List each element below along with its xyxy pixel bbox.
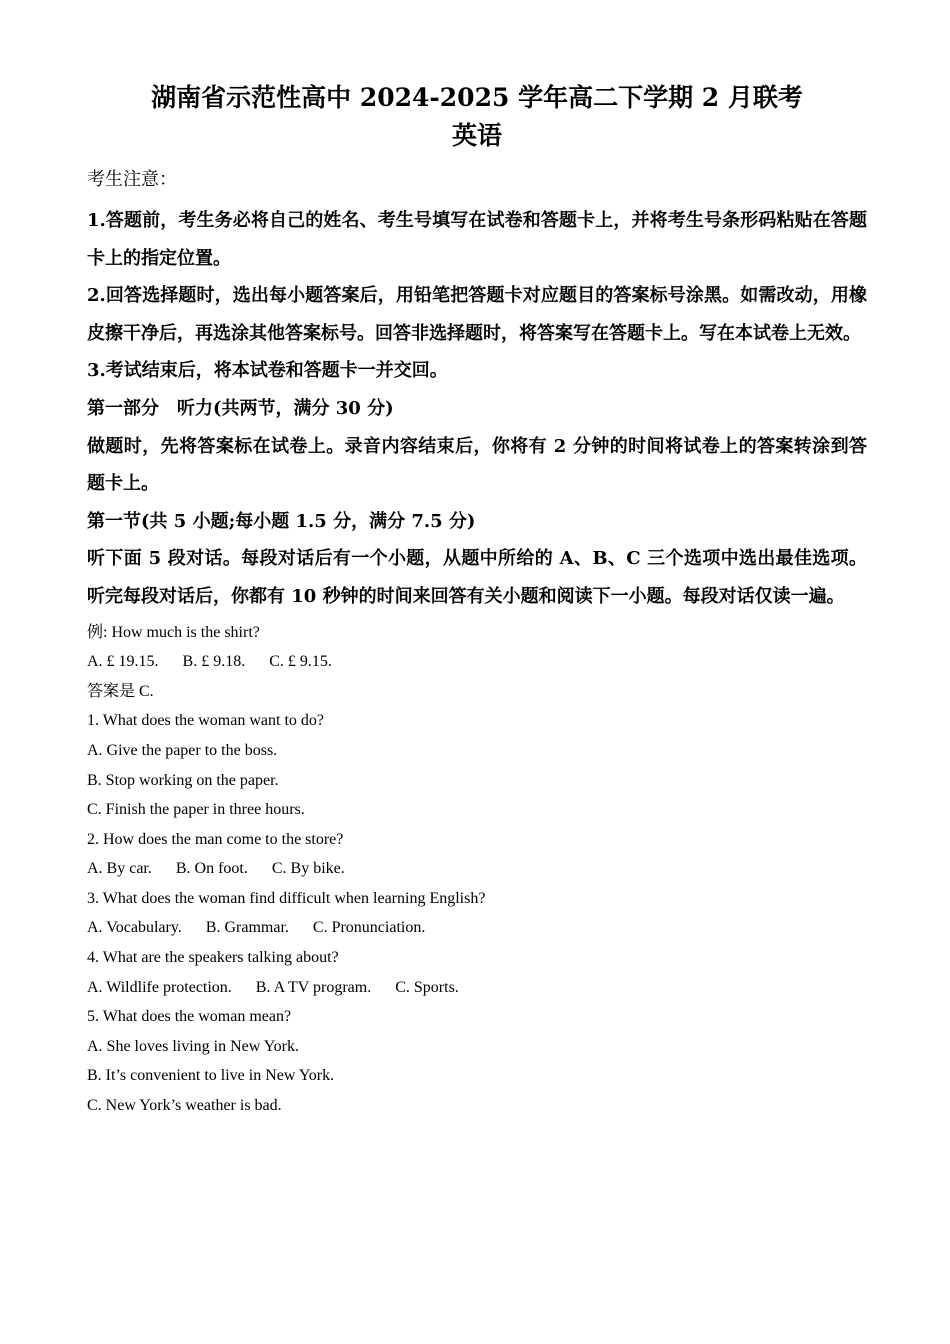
example-question: 例: How much is the shirt?: [87, 623, 260, 641]
part1-heading: 第一部分 听力(共两节，满分 30 分): [87, 397, 394, 419]
question-3-stem: 3. What does the woman find difficult when learning English?: [87, 889, 486, 907]
question-5-stem: 5. What does the woman mean?: [87, 1008, 292, 1026]
part1-instruction: 做题时，先将答案标在试卷上。录音内容结束后，你将有 2 分钟的时间将试卷上的答案转涂到答题卡上。: [87, 435, 867, 495]
question-1-option-c: C. Finish the paper in three hours.: [87, 801, 305, 819]
part1-section: [87, 390, 867, 616]
listening-questions: [87, 618, 867, 1121]
question-1-stem: 1. What does the woman want to do?: [87, 712, 324, 730]
question-4-options: A. Wildlife protection. B. A TV program. C. Sports.: [87, 978, 459, 996]
exam-title: 湖南省示范性高中 2024-2025 学年高二下学期 2 月联考: [151, 83, 803, 112]
example-options: A. £ 19.15. B. £ 9.18. C. £ 9.15.: [87, 653, 332, 671]
example-answer: 答案是 C.: [87, 682, 154, 700]
question-2-options: A. By car. B. On foot. C. By bike.: [87, 860, 345, 878]
question-3-options: A. Vocabulary. B. Grammar. C. Pronunciation.: [87, 919, 426, 937]
notice-item-1: 1.答题前，考生务必将自己的姓名、考生号填写在试卷和答题卡上，并将考生号条形码粘贴在答题卡上的指定位置。: [87, 210, 867, 269]
question-2-stem: 2. How does the man come to the store?: [87, 830, 344, 848]
question-4-stem: 4. What are the speakers talking about?: [87, 949, 339, 967]
notice-item-2: 2.回答选择题时，选出每小题答案后，用铅笔把答题卡对应题目的答案标号涂黑。如需改动，用橡皮擦干净后，再选涂其他答案标号。回答非选择题时，将答案写在答题卡上。写在本试卷上无效。: [87, 285, 867, 344]
question-5-option-b: B. It’s convenient to live in New York.: [87, 1067, 335, 1085]
exam-subject: 英语: [451, 121, 502, 150]
notice-heading: 考生注意：: [87, 169, 177, 190]
notice-section: [87, 164, 867, 390]
question-5-option-c: C. New York’s weather is bad.: [87, 1097, 282, 1115]
section1-heading: 第一节(共 5 小题;每小题 1.5 分，满分 7.5 分): [87, 510, 476, 532]
question-1-option-a: A. Give the paper to the boss.: [87, 741, 278, 759]
notice-item-3: 3.考试结束后，将本试卷和答题卡一并交回。: [87, 360, 448, 382]
question-5-option-a: A. She loves living in New York.: [87, 1037, 300, 1055]
exam-page: [87, 78, 867, 1121]
question-1-option-b: B. Stop working on the paper.: [87, 771, 279, 789]
section1-instruction: 听下面 5 段对话。每段对话后有一个小题，从题中所给的 A、B、C 三个选项中选出最佳选项。听完每段对话后，你都有 10 秒钟的时间来回答有关小题和阅读下一小题。每段对话仅读一遍。: [87, 548, 867, 607]
